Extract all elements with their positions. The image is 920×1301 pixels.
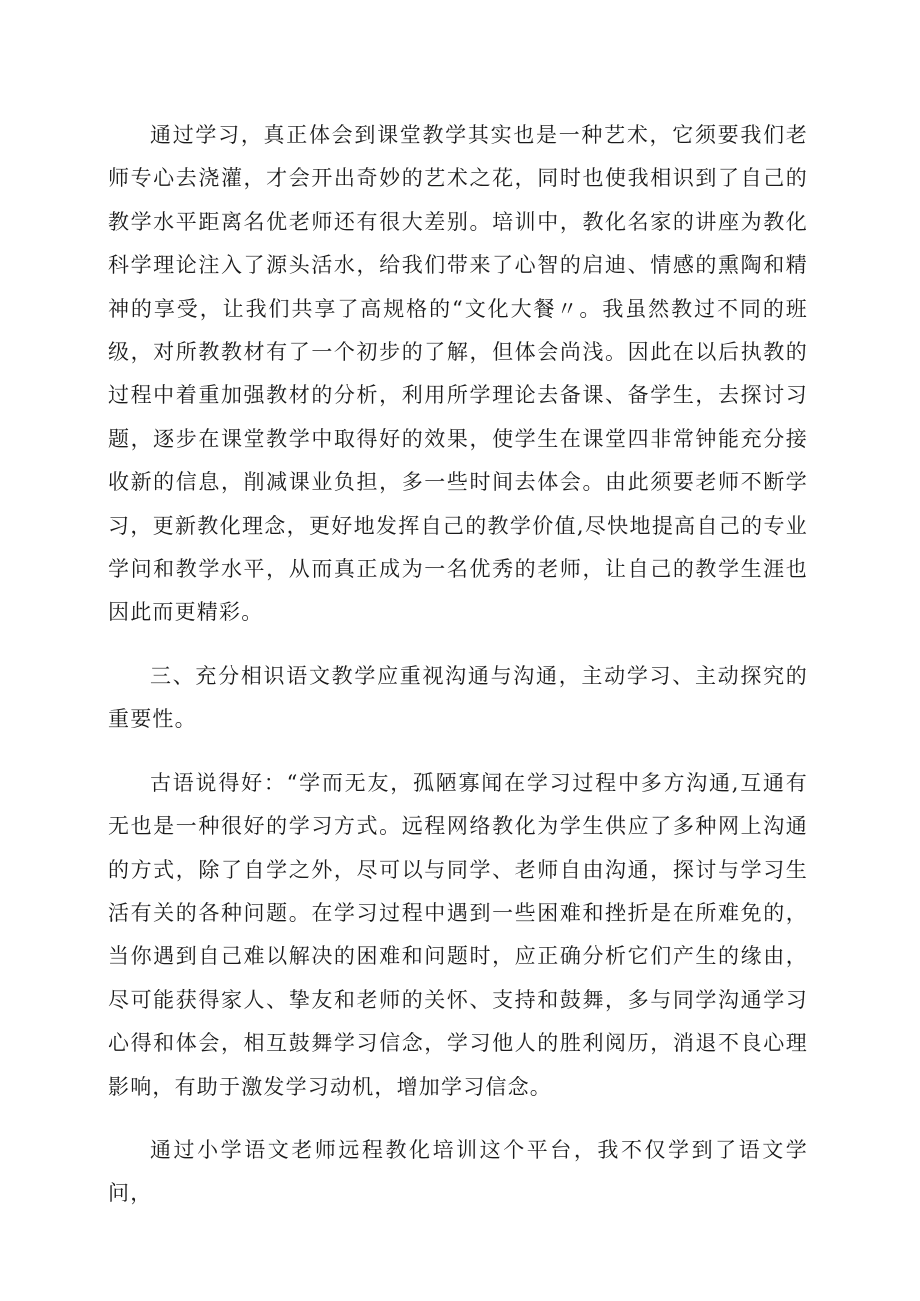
- section-heading-communication: 三、充分相识语文教学应重视沟通与沟通，主动学习、主动探究的重要性。: [108, 663, 808, 732]
- document-body: [108, 114, 808, 1236]
- paragraph-training-platform: 通过小学语文老师远程教化培训这个平台，我不仅学到了语文学问，: [108, 1137, 808, 1206]
- paragraph-ancient-saying: 古语说得好：“学而无友，孤陋寡闻在学习过程中多方沟通,互通有无也是一种很好的学习方式。远程网络教化为学生供应了多种网上沟通的方式，除了自学之外，尽可以与同学、老师自由沟通，探讨与学习生活有关的各种问题。在学习过程中遇到一些困难和挫折是在所难免的，当你遇到自己难以解决的困难和问题时，应正确分析它们产生的缘由，尽可能获得家人、挚友和老师的关怀、支持和鼓舞，多与同学沟通学习心得和体会，相互鼓舞学习信念，学习他人的胜利阅历，消退不良心理影响，有助于激发学习动机，增加学习信念。: [108, 770, 808, 1099]
- paragraph-learning-reflection: 通过学习，真正体会到课堂教学其实也是一种艺术，它须要我们老师专心去浇灌，才会开出奇妙的艺术之花，同时也使我相识到了自己的教学水平距离名优老师还有很大差别。培训中，教化名家的讲座为教化科学理论注入了源头活水，给我们带来了心智的启迪、情感的熏陶和精神的享受，让我们共享了高规格的“文化大餐〃。我虽然教过不同的班级，对所教教材有了一个初步的了解，但体会尚浅。因此在以后执教的过程中着重加强教材的分析，利用所学理论去备课、备学生，去探讨习题，逐步在课堂教学中取得好的效果，使学生在课堂四非常钟能充分接收新的信息，削减课业负担，多一些时间去体会。由此须要老师不断学习，更新教化理念，更好地发挥自己的教学价值,尽快地提高自己的专业学问和教学水平，从而真正成为一名优秀的老师，让自己的教学生涯也因此而更精彩。: [108, 123, 808, 625]
